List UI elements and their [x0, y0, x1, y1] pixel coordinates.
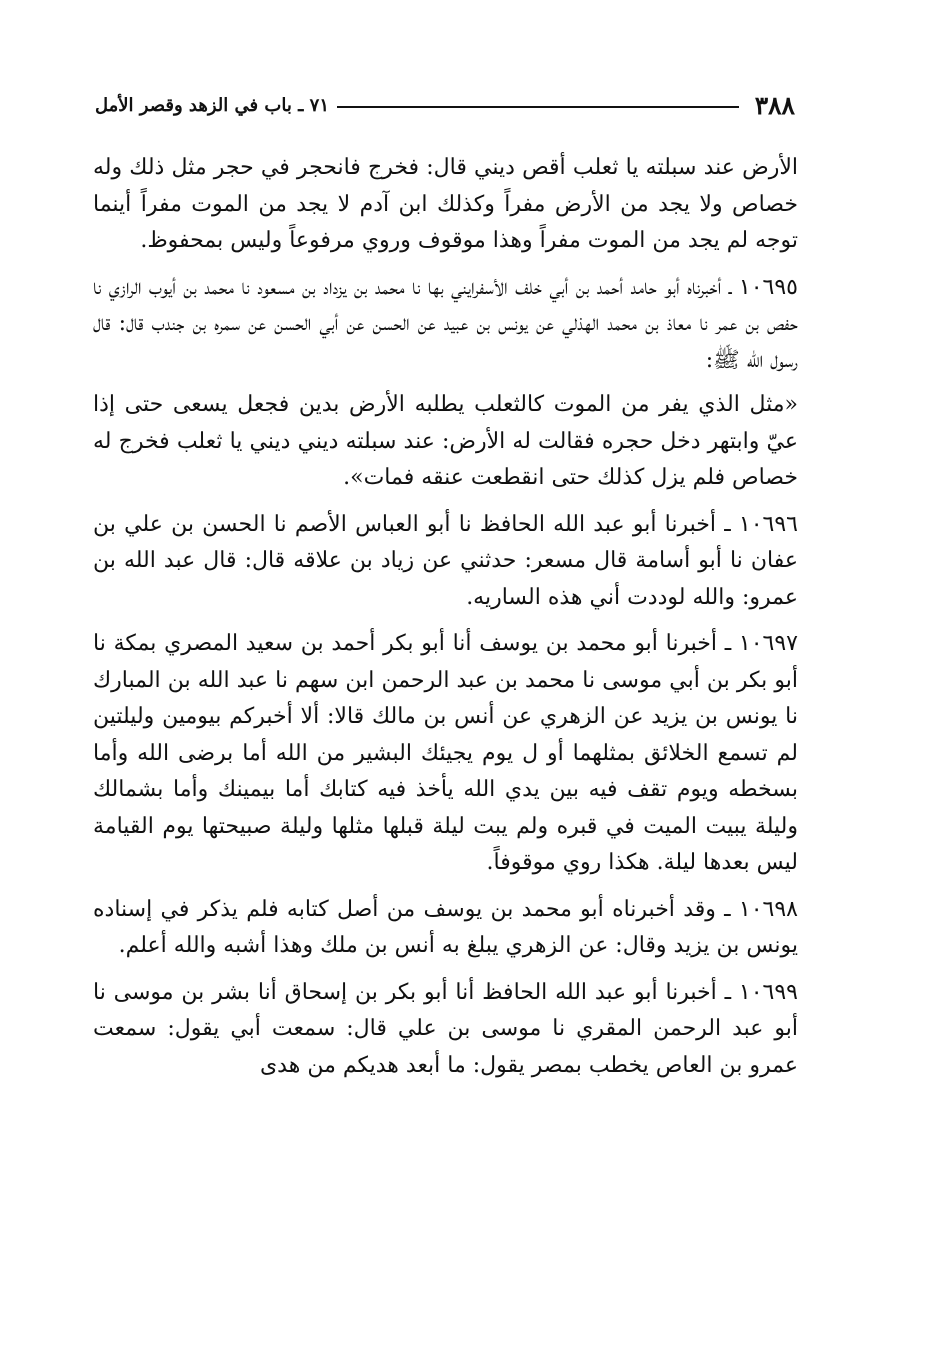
hadith-10696: ١٠٦٩٦ ـ أخبرنا أبو عبد الله الحافظ نا أبو العباس الأصم نا الحسن بن علي بن عفان نا أبو أسامة قال مسعر: حدثني عن زياد بن علاقه قال: قال عبد الله بن عمرو: والله لوددت أني هذه الساريه.	[93, 511, 798, 610]
paragraph-continuation: الأرض عند سبلته يا ثعلب أقص ديني قال: فخرج فانحجر في حجر مثل ذلك وله خصاص ولا يجد من الأرض مفراً وكذلك ابن آدم لا يجد من الموت مفراً أينما توجه لم يجد من الموت مفراً وهذا موقوف وروي مرفوعاً وليس بمحفوظ.	[93, 155, 798, 253]
header-rule	[337, 106, 739, 108]
chapter-title: ٧١ ـ باب في الزهد وقصر الأمل	[95, 94, 329, 116]
hadith-10695-quote: «مثل الذي يفر من الموت كالثعلب يطلبه الأرض بدين فجعل يسعى حتى إذا عيّ وابتهر دخل حجره فقالت له الأرض: عند سبلته ديني ديني يا ثعلب فخرج له خصاص فلم يزل كذلك حتى انقطعت عنقه فمات».	[93, 392, 798, 490]
hadith-10699: ١٠٦٩٩ ـ أخبرنا أبو عبد الله الحافظ أنا أبو بكر بن إسحاق أنا بشر بن موسى نا أبو عبد الرحمن المقري نا موسى بن علي قال: سمعت أبي يقول: سمعت عمرو بن العاص يخطب بمصر يقول: ما أبعد هديكم من هدى	[93, 979, 798, 1078]
body-text	[93, 150, 798, 1094]
running-header	[95, 88, 795, 122]
hadith-10695: ١٠٦٩٥ ـ أخبرناه أبو حامد أحمد بن أبي خلف الأسفرايني بها نا محمد بن يزداد بن مسعود نا محمد بن أيوب الرازي نا حفص بن عمر نا معاذ بن محمد الهذلي عن يونس بن عبيد عن الحسن عن أبي الحسن عن سمره بن جندب قال: قال رسول الله ﷺ:	[93, 274, 798, 373]
hadith-10697: ١٠٦٩٧ ـ أخبرنا أبو محمد بن يوسف أنا أبو بكر أحمد بن سعيد المصري بمكة نا أبو بكر بن أبي موسى نا محمد بن عبد الرحمن ابن سهم نا عبد الله بن المبارك نا يونس بن يزيد عن الزهري عن أنس بن مالك قالا: ألا أخبركم بيومين وليلتين لم تسمع الخلائق بمثلهما أو ل يوم يجيئك البشير من الله أما برضى الله وأما بسخطه ويوم تقف فيه بين يدي الله يأخذ فيه كتابك أما بيمينك وأما بشمالك وليلة يبيت الميت في قبره ولم يبت ليلة قبلها مثلها وليلة صبيحتها يوم القيامة ليس بعدها ليلة. هكذا روي موقوفاً.	[93, 631, 798, 875]
page-number: ٣٨٨	[754, 90, 795, 120]
hadith-10698: ١٠٦٩٨ ـ وقد أخبرناه أبو محمد بن يوسف من أصل كتابه فلم يذكر في إسناده يونس بن يزيد وقال: عن الزهري يبلغ به أنس بن ملك وهذا أشبه والله أعلم.	[93, 896, 798, 958]
